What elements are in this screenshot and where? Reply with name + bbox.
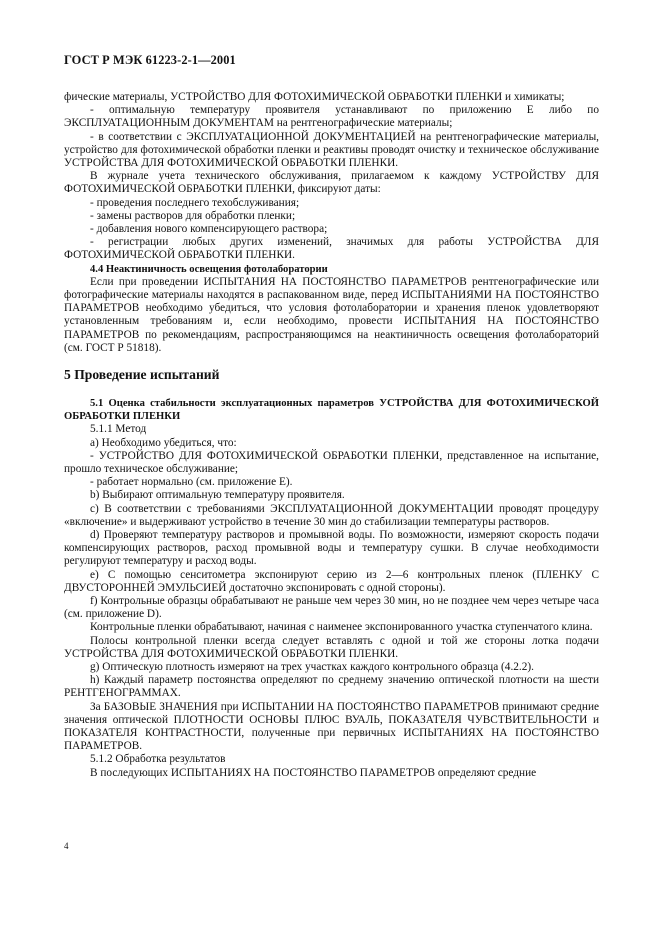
list-item: - проведения последнего техобслуживания; bbox=[90, 196, 300, 209]
paragraph: Если при проведении ИСПЫТАНИЯ НА ПОСТОЯНСТВО ПАРАМЕТРОВ рентгенографические или фотографические материалы находятся в распакованном виде, перед ИСПЫТАНИЯМИ НА ПОСТОЯНСТВО ПАРАМЕТРОВ необходимо убедиться, что условия фотолаборатории и хранения пленок удовлетворяют установленным требованиям и, если необходимо, провести ИСПЫТАНИЯ НА ПОСТОЯНСТВО ПАРАМЕТРОВ по рекомендациям, распространяющимся на неактиничность освещения фотолабораторий (см. ГОСТ Р 51818). bbox=[64, 275, 599, 354]
page-number: 4 bbox=[64, 841, 69, 851]
list-item: - УСТРОЙСТВО ДЛЯ ФОТОХИМИЧЕСКОЙ ОБРАБОТКИ ПЛЕНКИ, представленное на испытание, прошло техническое обслуживание; bbox=[64, 449, 599, 476]
list-item: h) Каждый параметр постоянства определяют по среднему значению оптической плотности на шести РЕНТГЕНОГРАММАХ. bbox=[64, 674, 599, 700]
section-heading-5: 5 Проведение испытаний bbox=[64, 367, 220, 382]
section-5-body bbox=[64, 397, 599, 780]
section-heading-5-1: 5.1 Оценка стабильности эксплуатационных параметров УСТРОЙСТВА ДЛЯ ФОТОХИМИЧЕСКОЙ ОБРАБОТКИ ПЛЕНКИ bbox=[64, 398, 599, 423]
list-item: e) С помощью сенситометра экспонируют серию из 2—6 контрольных пленок (ПЛЕНКУ С ДВУСТОРОННЕЙ ЭМУЛЬСИЕЙ достаточно экспонировать с одной стороны). bbox=[64, 568, 599, 594]
list-item: g) Оптическую плотность измеряют на трех участках каждого контрольного образца (4.2.2). bbox=[90, 661, 534, 674]
document-header: ГОСТ Р МЭК 61223-2-1—2001 bbox=[64, 53, 236, 67]
section-4-3-continued bbox=[64, 91, 599, 355]
list-item: - регистрации любых других изменений, значимых для работы УСТРОЙСТВА ДЛЯ ФОТОХИМИЧЕСКОЙ ОБРАБОТКИ ПЛЕНКИ. bbox=[64, 236, 599, 262]
list-item: - в соответствии с ЭКСПЛУАТАЦИОННОЙ ДОКУМЕНТАЦИЕЙ на рентгенографические материалы, устройство для фотохимической обработки пленки и реактивы проводят очистку и техническое обслуживание УСТРОЙСТВА ДЛЯ ФОТОХИМИЧЕСКОЙ ОБРАБОТКИ ПЛЕНКИ. bbox=[64, 130, 599, 170]
paragraph: Полосы контрольной пленки всегда следует вставлять с одной и той же стороны лотка подачи УСТРОЙСТВА ДЛЯ ФОТОХИМИЧЕСКОЙ ОБРАБОТКИ ПЛЕНКИ. bbox=[64, 634, 599, 660]
list-item: - работает нормально (см. приложение Е). bbox=[90, 476, 293, 489]
list-item: - добавления нового компенсирующего раствора; bbox=[90, 223, 328, 236]
paragraph: В журнале учета технического обслуживания, прилагаемом к каждому УСТРОЙСТВУ ДЛЯ ФОТОХИМИЧЕСКОЙ ОБРАБОТКИ ПЛЕНКИ, фиксируют даты: bbox=[64, 170, 599, 196]
section-heading-4-4: 4.4 Неактиничность освещения фотолаборатории bbox=[90, 263, 328, 275]
paragraph: За БАЗОВЫЕ ЗНАЧЕНИЯ при ИСПЫТАНИИ НА ПОСТОЯНСТВО ПАРАМЕТРОВ принимают средние значения оптической ПЛОТНОСТИ ОСНОВЫ ПЛЮС ВУАЛЬ, ПОКАЗАТЕЛЯ ЧУВСТВИТЕЛЬНОСТИ и ПОКАЗАТЕЛЯ КОНТРАСТНОСТИ, полученные при первичных ИСПЫТАНИЯХ НА ПОСТОЯНСТВО ПАРАМЕТРОВ. bbox=[64, 700, 599, 753]
paragraph: Контрольные пленки обрабатывают, начиная с наименее экспонированного участка ступенчатого клина. bbox=[90, 621, 593, 634]
list-item: d) Проверяют температуру растворов и промывной воды. По возможности, измеряют скорость подачи компенсирующих растворов, расход промывной воды и температуру сушки. В случае необходимости регулируют температуру и расход воды. bbox=[64, 529, 599, 568]
paragraph: В последующих ИСПЫТАНИЯХ НА ПОСТОЯНСТВО ПАРАМЕТРОВ определяют средние bbox=[90, 766, 537, 779]
paragraph: фические материалы, УСТРОЙСТВО ДЛЯ ФОТОХИМИЧЕСКОЙ ОБРАБОТКИ ПЛЕНКИ и химикаты; bbox=[64, 91, 565, 103]
list-item: - оптимальную температуру проявителя устанавливают по приложению Е либо по ЭКСПЛУАТАЦИОННЫМ ДОКУМЕНТАМ на рентгенографические материалы; bbox=[64, 104, 599, 130]
list-item: a) Необходимо убедиться, что: bbox=[90, 436, 237, 449]
section-5 bbox=[64, 368, 599, 381]
list-item: f) Контрольные образцы обрабатывают не раньше чем через 30 мин, но не позднее чем через четыре часа (см. приложение D). bbox=[64, 595, 599, 621]
list-item: c) В соответствии с требованиями ЭКСПЛУАТАЦИОННОЙ ДОКУМЕНТАЦИИ проводят процедуру «включение» и выдерживают устройство в течение 30 мин до стабилизации температуры растворов. bbox=[64, 502, 599, 528]
list-item: - замены растворов для обработки пленки; bbox=[90, 209, 296, 222]
list-item: b) Выбирают оптимальную температуру проявителя. bbox=[90, 489, 345, 502]
subsection-heading-5-1-2: 5.1.2 Обработка результатов bbox=[90, 753, 226, 766]
subsection-heading-5-1-1: 5.1.1 Метод bbox=[90, 423, 147, 436]
